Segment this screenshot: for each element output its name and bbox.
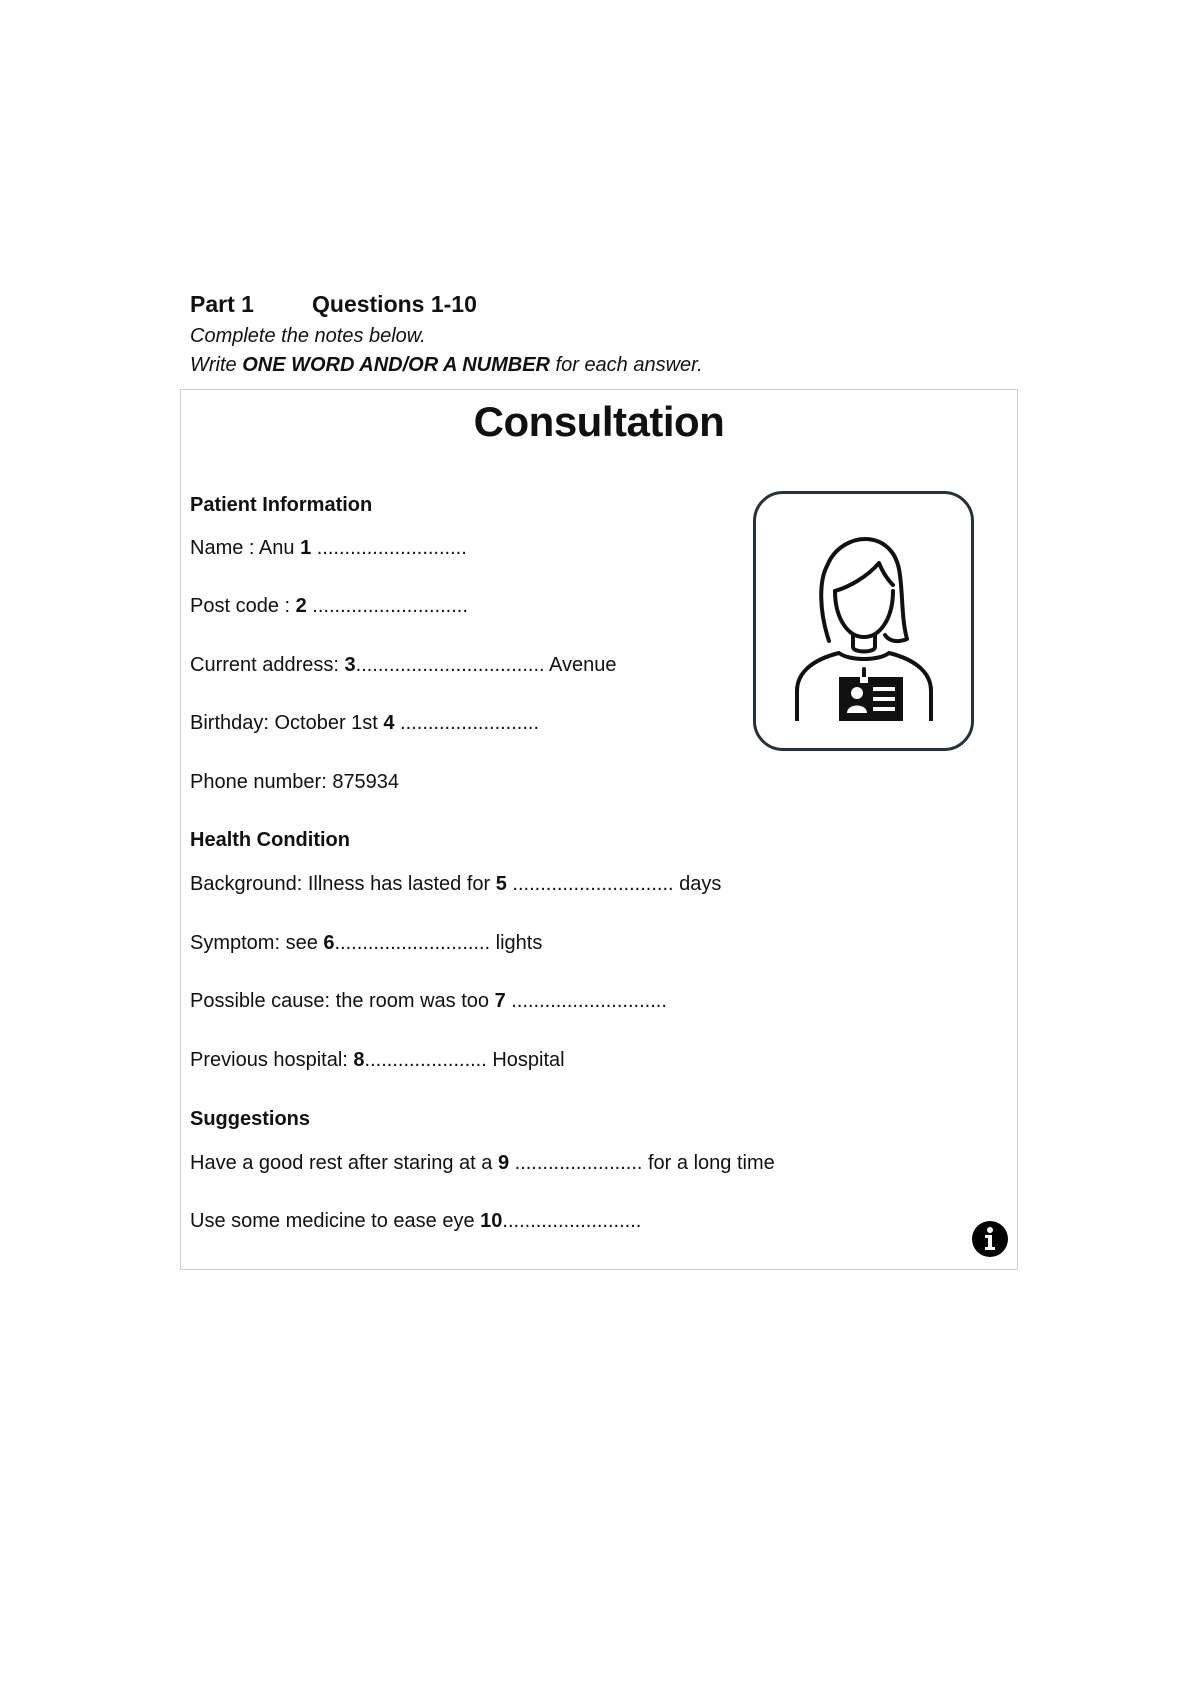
medicine-line: [190, 1208, 641, 1234]
birthday-line: [190, 710, 539, 736]
address-label: Current address:: [190, 654, 345, 676]
rest-suffix: for a long time: [642, 1152, 775, 1174]
notes-title: [181, 398, 1017, 446]
instruction-prefix: Write: [190, 354, 243, 376]
health-condition-heading: Health Condition: [190, 829, 350, 851]
rest-label: Have a good rest after staring at a: [190, 1152, 498, 1174]
question-number: 2: [295, 595, 307, 617]
symptom-suffix: lights: [490, 932, 543, 954]
question-number: 5: [495, 873, 507, 895]
patient-id-badge-icon: [753, 491, 974, 751]
suggestions-heading: Suggestions: [190, 1108, 311, 1130]
patient-info-heading: Patient Information: [190, 494, 373, 516]
name-line: [190, 535, 467, 561]
answer-blank[interactable]: .......................: [509, 1152, 643, 1174]
questions-range: Questions 1-10: [312, 290, 477, 317]
question-number: 10: [480, 1210, 503, 1232]
question-number: 8: [353, 1049, 365, 1071]
question-number: 6: [323, 932, 335, 954]
answer-blank[interactable]: ......................: [364, 1049, 487, 1071]
symptom-line: [190, 930, 542, 956]
question-number: 7: [494, 990, 506, 1012]
symptom-label: Symptom: see: [190, 932, 324, 954]
hospital-line: [190, 1047, 565, 1073]
medicine-label: Use some medicine to ease eye: [190, 1210, 481, 1232]
notes-form: [180, 389, 1018, 1270]
background-suffix: days: [673, 873, 722, 895]
info-icon-graphic: [971, 1220, 1009, 1258]
rest-line: [190, 1150, 775, 1176]
address-line: [190, 652, 617, 678]
postcode-label: Post code :: [190, 595, 296, 617]
question-number: 1: [300, 537, 312, 559]
hospital-label: Previous hospital:: [190, 1049, 354, 1071]
question-number: 9: [497, 1152, 510, 1174]
question-number: 3: [344, 654, 356, 676]
instruction-emphasis: ONE WORD AND/OR A NUMBER: [242, 354, 550, 376]
hospital-suffix: Hospital: [486, 1049, 565, 1071]
question-header: [190, 286, 1030, 380]
name-label: Name : Anu: [190, 537, 301, 559]
answer-blank[interactable]: ............................: [334, 932, 491, 954]
birthday-label: Birthday: October 1st: [190, 712, 384, 734]
instruction-complete: Complete the notes below.: [190, 325, 426, 347]
phone-line: Phone number: 875934: [190, 771, 400, 793]
part-label: Part 1: [190, 290, 254, 317]
answer-blank[interactable]: .........................: [502, 1210, 642, 1232]
postcode-line: [190, 593, 468, 619]
address-suffix: Avenue: [544, 654, 617, 676]
background-line: [190, 871, 721, 897]
question-number: 4: [383, 712, 395, 734]
answer-blank[interactable]: ............................: [505, 990, 667, 1012]
part-line: [190, 286, 1030, 322]
info-icon[interactable]: [971, 1220, 1009, 1258]
instruction-suffix: for each answer.: [549, 354, 703, 376]
answer-blank[interactable]: ..................................: [355, 654, 545, 676]
answer-blank[interactable]: ............................: [306, 595, 468, 617]
background-label: Background: Illness has lasted for: [190, 873, 496, 895]
answer-blank[interactable]: .........................: [394, 712, 540, 734]
cause-label: Possible cause: the room was too: [190, 990, 495, 1012]
notes-title-text: Consultation: [473, 398, 725, 445]
cause-line: [190, 988, 667, 1014]
answer-blank[interactable]: ...........................: [311, 537, 467, 559]
answer-blank[interactable]: .............................: [506, 873, 674, 895]
instruction-word-limit: [190, 351, 1030, 380]
woman-with-badge-icon: [789, 521, 939, 721]
